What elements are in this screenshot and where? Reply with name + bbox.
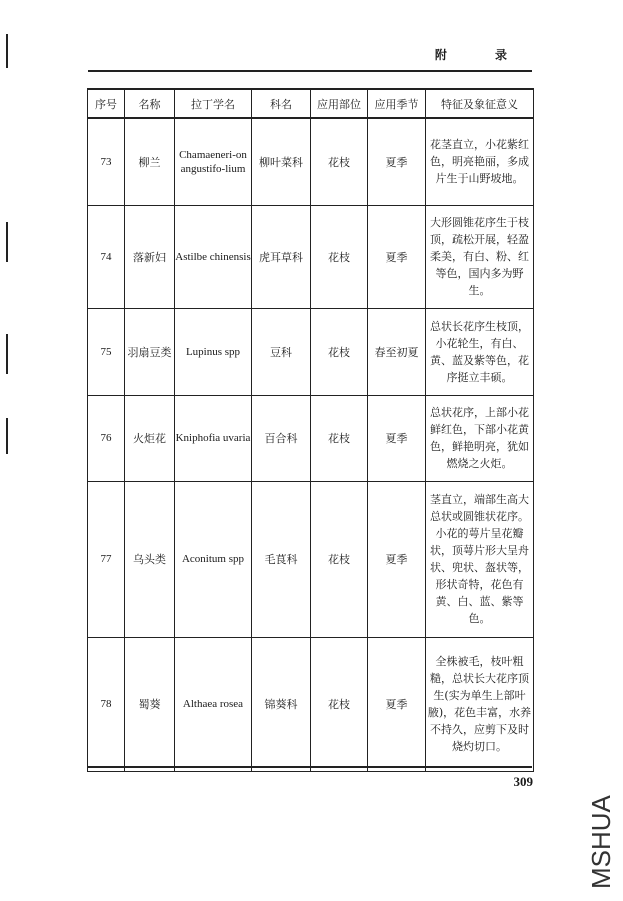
feature-description: 总状长花序生枝顶，小花轮生，有白、黄、蓝及紫等色，花序挺立丰硕。 bbox=[426, 308, 534, 395]
family-name: 柳叶菜科 bbox=[252, 118, 311, 205]
part-used: 花枝 bbox=[311, 637, 368, 771]
feature-description: 大形圆锥花序生于枝顶，疏松开展，轻盈柔美，有白、粉、红等色，国内多为野生。 bbox=[426, 205, 534, 308]
latin-name: Chamaeneri-on angustifo-lium bbox=[175, 118, 252, 205]
feature-description: 茎直立，端部生高大总状或圆锥状花序。小花的萼片呈花瓣状，顶萼片形大呈舟状、兜状、盔状等，形状奇特，花色有黄、白、蓝、紫等色。 bbox=[426, 481, 534, 637]
column-header-season: 应用季节 bbox=[368, 89, 426, 118]
binding-mark bbox=[6, 34, 8, 68]
part-used: 花枝 bbox=[311, 118, 368, 205]
feature-description: 总状花序，上部小花鲜红色，下部小花黄色，鲜艳明亮，犹如燃烧之火炬。 bbox=[426, 395, 534, 481]
section-header: 附 录 bbox=[434, 48, 529, 62]
feature-description: 花茎直立，小花紫红色，明亮艳丽，多成片生于山野坡地。 bbox=[426, 118, 534, 205]
plant-name: 蜀葵 bbox=[125, 637, 175, 771]
column-header-family: 科名 bbox=[252, 89, 311, 118]
column-header-part-used: 应用部位 bbox=[311, 89, 368, 118]
latin-name: Kniphofia uvaria bbox=[175, 395, 252, 481]
season: 夏季 bbox=[368, 637, 426, 771]
row-number: 77 bbox=[88, 481, 125, 637]
plant-name: 落新妇 bbox=[125, 205, 175, 308]
family-name: 锦葵科 bbox=[252, 637, 311, 771]
feature-description: 全株被毛，枝叶粗糙，总状长大花序顶生(实为单生上部叶腋)，花色丰富，水养不持久，应剪下及时烧灼切口。 bbox=[426, 637, 534, 771]
latin-name: Astilbe chinensis bbox=[175, 205, 252, 308]
family-name: 百合科 bbox=[252, 395, 311, 481]
column-header-features: 特征及象征意义 bbox=[426, 89, 534, 118]
header-rule bbox=[88, 70, 532, 72]
watermark-text: MSHUA bbox=[586, 795, 616, 889]
part-used: 花枝 bbox=[311, 395, 368, 481]
part-used: 花枝 bbox=[311, 205, 368, 308]
column-header-latin-name: 拉丁学名 bbox=[175, 89, 252, 118]
season: 夏季 bbox=[368, 395, 426, 481]
table-row bbox=[88, 395, 534, 481]
binding-mark bbox=[6, 334, 8, 374]
season: 夏季 bbox=[368, 118, 426, 205]
row-number: 75 bbox=[88, 308, 125, 395]
table-row bbox=[88, 481, 534, 637]
page-number: 309 bbox=[513, 774, 533, 789]
part-used: 花枝 bbox=[311, 308, 368, 395]
season: 夏季 bbox=[368, 205, 426, 308]
season: 夏季 bbox=[368, 481, 426, 637]
plant-name: 乌头类 bbox=[125, 481, 175, 637]
table-row bbox=[88, 308, 534, 395]
latin-name: Aconitum spp bbox=[175, 481, 252, 637]
row-number: 74 bbox=[88, 205, 125, 308]
plant-name: 火炬花 bbox=[125, 395, 175, 481]
table-row bbox=[88, 118, 534, 205]
column-header-name: 名称 bbox=[125, 89, 175, 118]
latin-name: Althaea rosea bbox=[175, 637, 252, 771]
table-row bbox=[88, 205, 534, 308]
watermark bbox=[586, 795, 616, 891]
footer-rule bbox=[88, 766, 532, 768]
latin-name: Lupinus spp bbox=[175, 308, 252, 395]
table-row bbox=[88, 637, 534, 771]
row-number: 73 bbox=[88, 118, 125, 205]
plant-name: 羽扇豆类 bbox=[125, 308, 175, 395]
plant-appendix-table bbox=[87, 88, 534, 772]
plant-name: 柳兰 bbox=[125, 118, 175, 205]
binding-mark bbox=[6, 418, 8, 454]
family-name: 毛茛科 bbox=[252, 481, 311, 637]
table-header-row bbox=[88, 89, 534, 118]
row-number: 78 bbox=[88, 637, 125, 771]
part-used: 花枝 bbox=[311, 481, 368, 637]
family-name: 虎耳草科 bbox=[252, 205, 311, 308]
family-name: 豆科 bbox=[252, 308, 311, 395]
season: 春至初夏 bbox=[368, 308, 426, 395]
column-header-number: 序号 bbox=[88, 89, 125, 118]
binding-mark bbox=[6, 222, 8, 262]
row-number: 76 bbox=[88, 395, 125, 481]
